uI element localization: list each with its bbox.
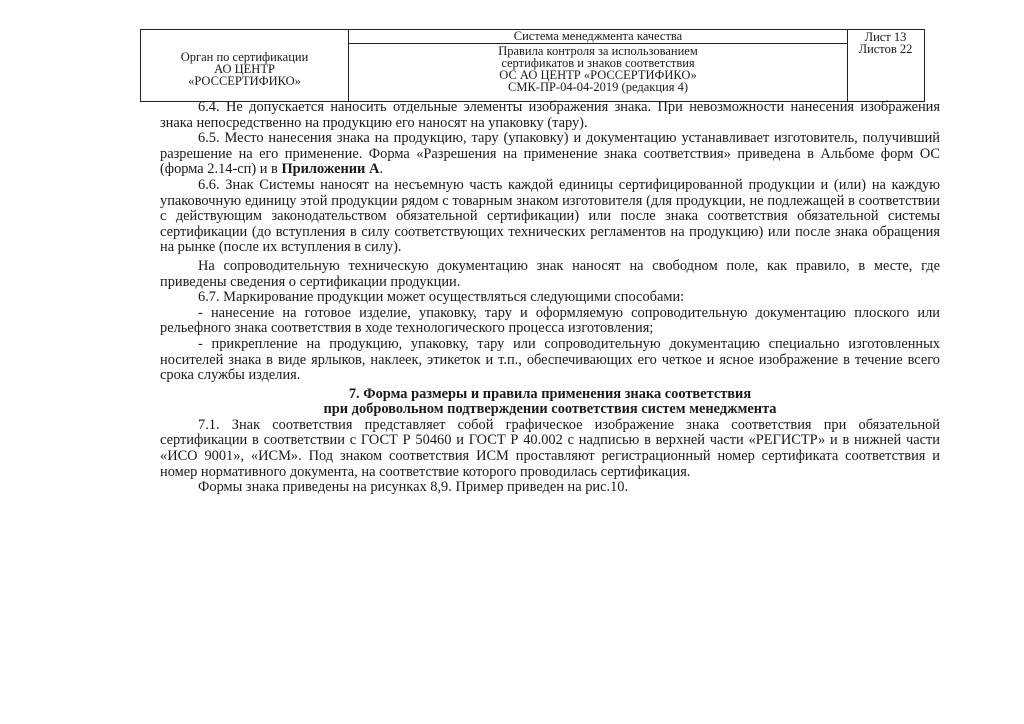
- sheet-count: Листов 22: [858, 42, 913, 56]
- paragraph-6-4: 6.4. Не допускается наносить отдельные элементы изображения знака. При невозможности нанесения изображения знака непосредственно на продукцию его наносят на упаковку (тару).: [160, 99, 940, 131]
- paragraph-6-5-text: 6.5. Место нанесения знака на продукцию, тару (упаковку) и документацию устанавливает изготовитель, получивший разрешение на его применение. Форма «Разрешения на применение знака соответствия» приведена в Альбоме форм ОС (форма 2.14-сп) и в: [160, 130, 940, 178]
- header-document-info: [349, 30, 848, 101]
- list-item-marking-2: - прикрепление на продукцию, упаковку, тару или сопроводительную документацию специально изготовленных носителей знака в виде ярлыков, наклеек, этикеток и т.п., обеспечивающих его четкое и ясное изображение в течение всего срока службы изделия.: [160, 335, 940, 384]
- rules-line-1: Правила контроля за использованием: [498, 44, 698, 58]
- appendix-a-reference: Приложении А: [281, 161, 380, 178]
- paragraph-6-7: 6.7. Маркирование продукции может осуществляться следующими способами:: [198, 289, 685, 306]
- org-line-1: Орган по сертификации: [180, 49, 309, 64]
- header-system-name: Система менеджмента качества: [349, 30, 847, 44]
- rules-line-4: СМК-ПР-04-04-2019 (редакция 4): [508, 80, 688, 94]
- rules-line-2: сертификатов и знаков соответствия: [501, 56, 695, 70]
- document-body: [160, 100, 940, 496]
- section-7-title-line-1: 7. Форма размеры и правила применения знака соответствия: [348, 385, 752, 402]
- paragraph-6-6: 6.6. Знак Системы наносят на несъемную часть каждой единицы сертифицированной продукции и (или) на каждую упаковочную единицу этой продукции рядом с товарным знаком изготовителя (для продукции, не подлежащей в соответствии с действующим законодательством обязательной сертификации) или после знака соответствия обязательной системы сертификации (до вступления в силу соответствующих технических регламентов на продукцию) или после знака обращения на рынке (после их вступления в силу).: [160, 176, 940, 256]
- sheet-number: Лист 13: [864, 30, 907, 44]
- paragraph-7-1: 7.1. Знак соответствия представляет собой графическое изображение знака соответствия при обязательной сертификации в соответствии с ГОСТ Р 50460 и ГОСТ Р 40.002 с надписью в верхней части «РЕГИСТР» и в нижней части «ИСО 9001», «ИСМ». Под знаком соответствия ИСМ проставляют регистрационный номер сертификата соответствия и номер нормативного документа, на соответствие которого проводилась сертификация.: [160, 416, 940, 480]
- section-7-title: [160, 387, 940, 418]
- section-7-title-line-2: при добровольном подтверждении соответствия систем менеджмента: [323, 401, 777, 418]
- rules-line-3: ОС АО ЦЕНТР «РОССЕРТИФИКО»: [499, 68, 697, 82]
- org-line-2: АО ЦЕНТР: [214, 61, 275, 76]
- header-sheet-info: [848, 30, 923, 102]
- paragraph-figures-reference: Формы знака приведены на рисунках 8,9. Пример приведен на рис.10.: [198, 479, 629, 496]
- paragraph-6-5-end: .: [379, 161, 383, 178]
- document-header-table: [140, 29, 925, 102]
- list-item-marking-1: - нанесение на готовое изделие, упаковку, тару и оформляемую сопроводительную документацию плоского или рельефного знака соответствия в ходе технологического процесса изготовления;: [160, 304, 940, 337]
- paragraph-6-6-documentation: На сопроводительную техническую документацию знак наносят на свободном поле, как правило, в месте, где приведены сведения о сертификации продукции.: [160, 257, 940, 290]
- org-line-3: «РОССЕРТИФИКО»: [188, 73, 301, 88]
- paragraph-6-5: [160, 131, 940, 178]
- header-organization: [141, 30, 349, 101]
- header-rules-title: [349, 44, 847, 93]
